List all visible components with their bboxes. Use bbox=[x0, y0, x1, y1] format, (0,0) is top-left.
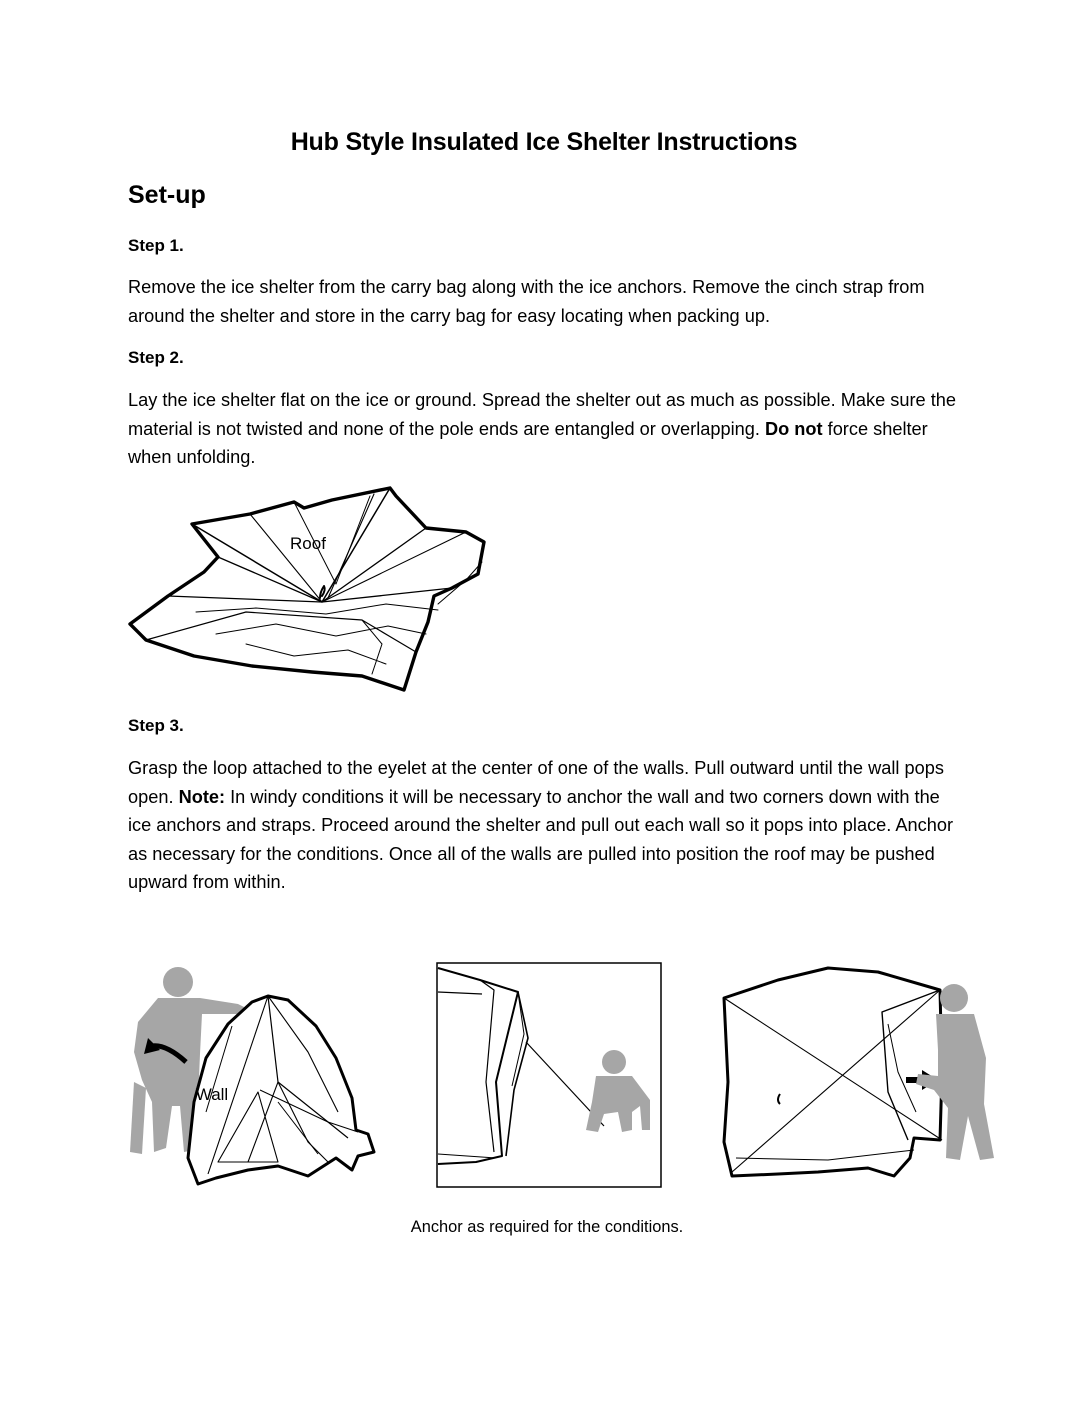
section-heading: Set-up bbox=[128, 181, 206, 209]
flat-shelter-illustration bbox=[126, 484, 496, 714]
setup-complete-drawing bbox=[718, 962, 998, 1202]
anchor-illustration bbox=[436, 962, 664, 1190]
step-3-heading: Step 3. bbox=[128, 716, 184, 735]
step-3-text-before: Grasp the loop attached to the eyelet at the center of one of the walls. Pull outward until the wall pops open. bbox=[128, 758, 944, 807]
figure-caption: Anchor as required for the conditions. bbox=[410, 1218, 684, 1236]
step-2-text-after: force shelter when unfolding. bbox=[128, 418, 928, 467]
anchor-drawing bbox=[436, 962, 664, 1190]
page-title: Hub Style Insulated Ice Shelter Instructions bbox=[290, 128, 798, 156]
wall-label: Wall bbox=[195, 1085, 229, 1104]
roof-label: Roof bbox=[290, 534, 326, 553]
wall-pop-illustration bbox=[128, 962, 388, 1198]
step-2-heading: Step 2. bbox=[128, 348, 184, 367]
step-3-text bbox=[128, 754, 968, 897]
flat-shelter-drawing bbox=[126, 484, 496, 714]
step-1-text: Remove the ice shelter from the carry bag along with the ice anchors. Remove the cinch strap from around the shelter and store in the carry bag for easy locating when packing up. bbox=[128, 277, 925, 326]
wall-pop-drawing bbox=[128, 962, 388, 1198]
step-3-bold-note: Note: bbox=[178, 786, 226, 807]
step-3-text-after: In windy conditions it will be necessary to anchor the wall and two corners down with the ice anchors and straps. Proceed around the shelter and pull out each wall so it pops into place. Anchor as necessary for the conditions. Once all of the walls are pulled into position the roof may be pushed upward from within. bbox=[128, 786, 954, 892]
setup-complete-illustration bbox=[718, 962, 998, 1202]
step-2-bold-warning: Do not bbox=[765, 418, 823, 439]
step-2-text-before: Lay the ice shelter flat on the ice or ground. Spread the shelter out as much as possible. Make sure the material is not twisted and none of the pole ends are entangled or overlapping. bbox=[128, 390, 957, 439]
anchor-figure-frame bbox=[437, 963, 661, 1187]
step-1-heading: Step 1. bbox=[128, 236, 184, 255]
step-2-text bbox=[128, 386, 968, 472]
